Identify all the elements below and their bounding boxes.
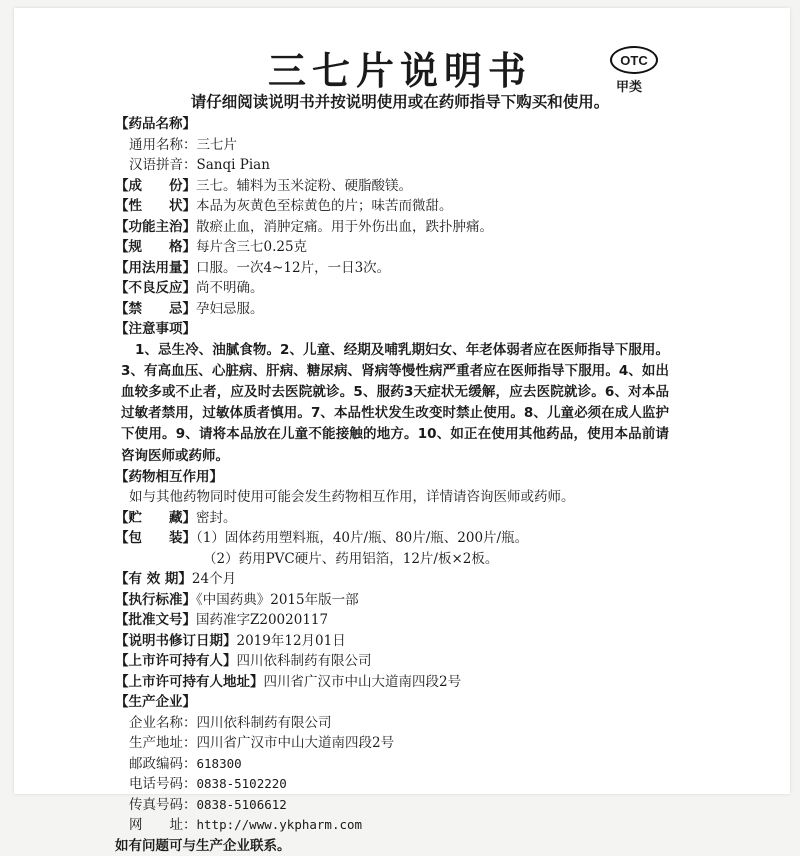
revision-row: 【说明书修订日期】2019年12月01日	[115, 632, 346, 649]
properties-row: 【性 状】本品为灰黄色至棕黄色的片；味苦而微甜。	[115, 198, 453, 214]
fax-row: 传真号码：0838-5106612	[129, 796, 287, 813]
manufacturer-heading: 【生产企业】	[115, 694, 196, 711]
indications-row: 【功能主治】散瘀止血，消肿定痛。用于外伤出血，跌扑肿痛。	[115, 218, 493, 235]
validity-row: 【有 效 期】24个月	[115, 571, 237, 588]
holder-row: 【上市许可持有人】四川依科制药有限公司	[115, 653, 372, 670]
manufacturer-name-row: 企业名称：四川依科制药有限公司	[129, 714, 332, 731]
ingredients-row: 【成 份】三七。辅料为玉米淀粉、硬脂酸镁。	[115, 177, 412, 194]
website-link: http://www.ykpharm.com	[196, 817, 363, 833]
manufacturer-address-row: 生产地址：四川省广汉市中山大道南四段2号	[129, 735, 395, 752]
standard-row: 【执行标准】《中国药典》2015年版一部	[115, 591, 359, 608]
interactions-heading: 【药物相互作用】	[115, 468, 223, 485]
generic-name-row: 通用名称：三七片	[129, 136, 237, 153]
dosage-row: 【用法用量】口服。一次4~12片，一日3次。	[115, 259, 391, 276]
postcode-row: 邮政编码：618300	[129, 755, 242, 772]
pinyin-row: 汉语拼音：Sanqi Pian	[129, 157, 270, 173]
leaflet-content	[115, 114, 675, 856]
specification-row: 【规 格】每片含三七0.25克	[115, 239, 308, 255]
phone-row: 电话号码：0838-5102220	[129, 776, 287, 793]
approval-row: 【批准文号】国药准字Z20020117	[115, 612, 329, 629]
precautions-heading: 【注意事项】	[115, 321, 196, 337]
page-title: 三七片说明书	[267, 49, 532, 93]
interactions-text: 如与其他药物同时使用可能会发生药物相互作用，详情请咨询医师或药师。	[129, 489, 575, 506]
packaging-row: 【包 装】（1）固体药用塑料瓶，40片/瓶、80片/瓶、200片/瓶。	[115, 530, 529, 547]
drug-name-heading: 【药品名称】	[115, 116, 196, 132]
otc-badge: OTC	[610, 46, 658, 74]
storage-row: 【贮 藏】密封。	[115, 509, 237, 526]
precautions-text: 1、忌生冷、油腻食物。2、儿童、经期及哺乳期妇女、年老体弱者应在医师指导下服用。3、有高血压、心脏病、肝病、糖尿病、肾病等慢性病严重者应在医师指导下服用。4、如出血较多或不止者，应及时去医院就诊。5、服药3天症状无缓解，应去医院就诊。6、对本品过敏者禁用，过敏体质者慎用。7、本品性状发生改变时禁止使用。8、儿童必须在成人监护下使用。9、请将本品放在儿童不能接触的地方。10、如正在使用其他药品，使用本品前请咨询医师或药师。	[121, 341, 669, 464]
holder-address-row: 【上市许可持有人地址】四川省广汉市中山大道南四段2号	[115, 673, 462, 690]
adverse-row: 【不良反应】尚不明确。	[115, 280, 264, 296]
usage-notice: 请仔细阅读说明书并按说明使用或在药师指导下购买和使用。	[190, 93, 610, 111]
packaging-row-2: （2）药用PVC硬片、药用铝箔，12片/板×2板。	[203, 550, 499, 567]
website-row: 网 址：http://www.ykpharm.com	[129, 817, 363, 834]
contraindications-row: 【禁 忌】孕妇忌服。	[115, 300, 264, 317]
footer-note: 如有问题可与生产企业联系。	[115, 837, 291, 854]
otc-class-label: 甲类	[616, 80, 643, 95]
